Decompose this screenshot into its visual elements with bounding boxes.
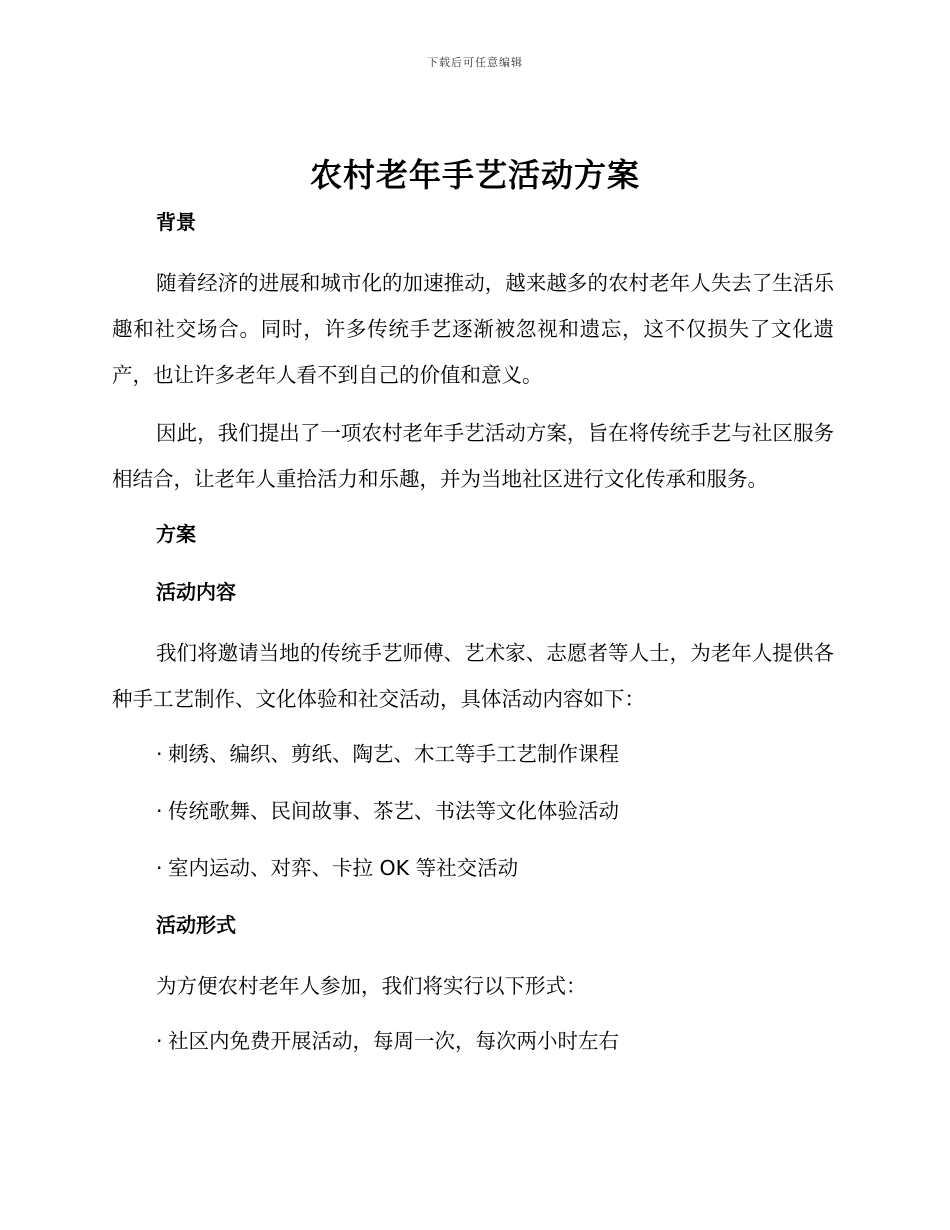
document-body — [112, 202, 834, 1078]
list-item-text: 室内运动、对弈、卡拉 OK 等社交活动 — [168, 856, 519, 880]
list-item — [112, 848, 834, 888]
bullet-mark: · — [156, 856, 163, 880]
bullet-mark: · — [156, 799, 163, 823]
heading-background: 背景 — [156, 210, 196, 234]
header-note: 下载后可任意编辑 — [427, 56, 523, 69]
paragraph-activity-content: 我们将邀请当地的传统手艺师傅、艺术家、志愿者等人士，为老年人提供各种手工艺制作、文化体验和社交活动，具体活动内容如下： — [112, 641, 834, 711]
list-item-text: 传统歌舞、民间故事、茶艺、书法等文化体验活动 — [168, 799, 619, 823]
paragraph-activity-form: 为方便农村老年人参加，我们将实行以下形式： — [156, 974, 587, 998]
list-item — [112, 1021, 834, 1061]
paragraph-background-1: 随着经济的进展和城市化的加速推动，越来越多的农村老年人失去了生活乐趣和社交场合。同时，许多传统手艺逐渐被忽视和遗忘，这不仅损失了文化遗产，也让许多老年人看不到自己的价值和意义。 — [112, 271, 834, 387]
heading-activity-content: 活动内容 — [156, 580, 236, 604]
list-item — [112, 791, 834, 831]
paragraph-background-2: 因此，我们提出了一项农村老年手艺活动方案，旨在将传统手艺与社区服务相结合，让老年人重拾活力和乐趣，并为当地社区进行文化传承和服务。 — [112, 421, 834, 491]
bullet-mark: · — [156, 1029, 163, 1053]
heading-plan: 方案 — [156, 522, 196, 546]
document-title: 农村老年手艺活动方案 — [309, 156, 640, 194]
heading-activity-form: 活动形式 — [156, 913, 236, 937]
list-item-text: 社区内免费开展活动，每周一次，每次两小时左右 — [168, 1029, 619, 1053]
list-item — [112, 734, 834, 774]
list-item-text: 刺绣、编织、剪纸、陶艺、木工等手工艺制作课程 — [168, 742, 619, 766]
bullet-mark: · — [156, 742, 163, 766]
